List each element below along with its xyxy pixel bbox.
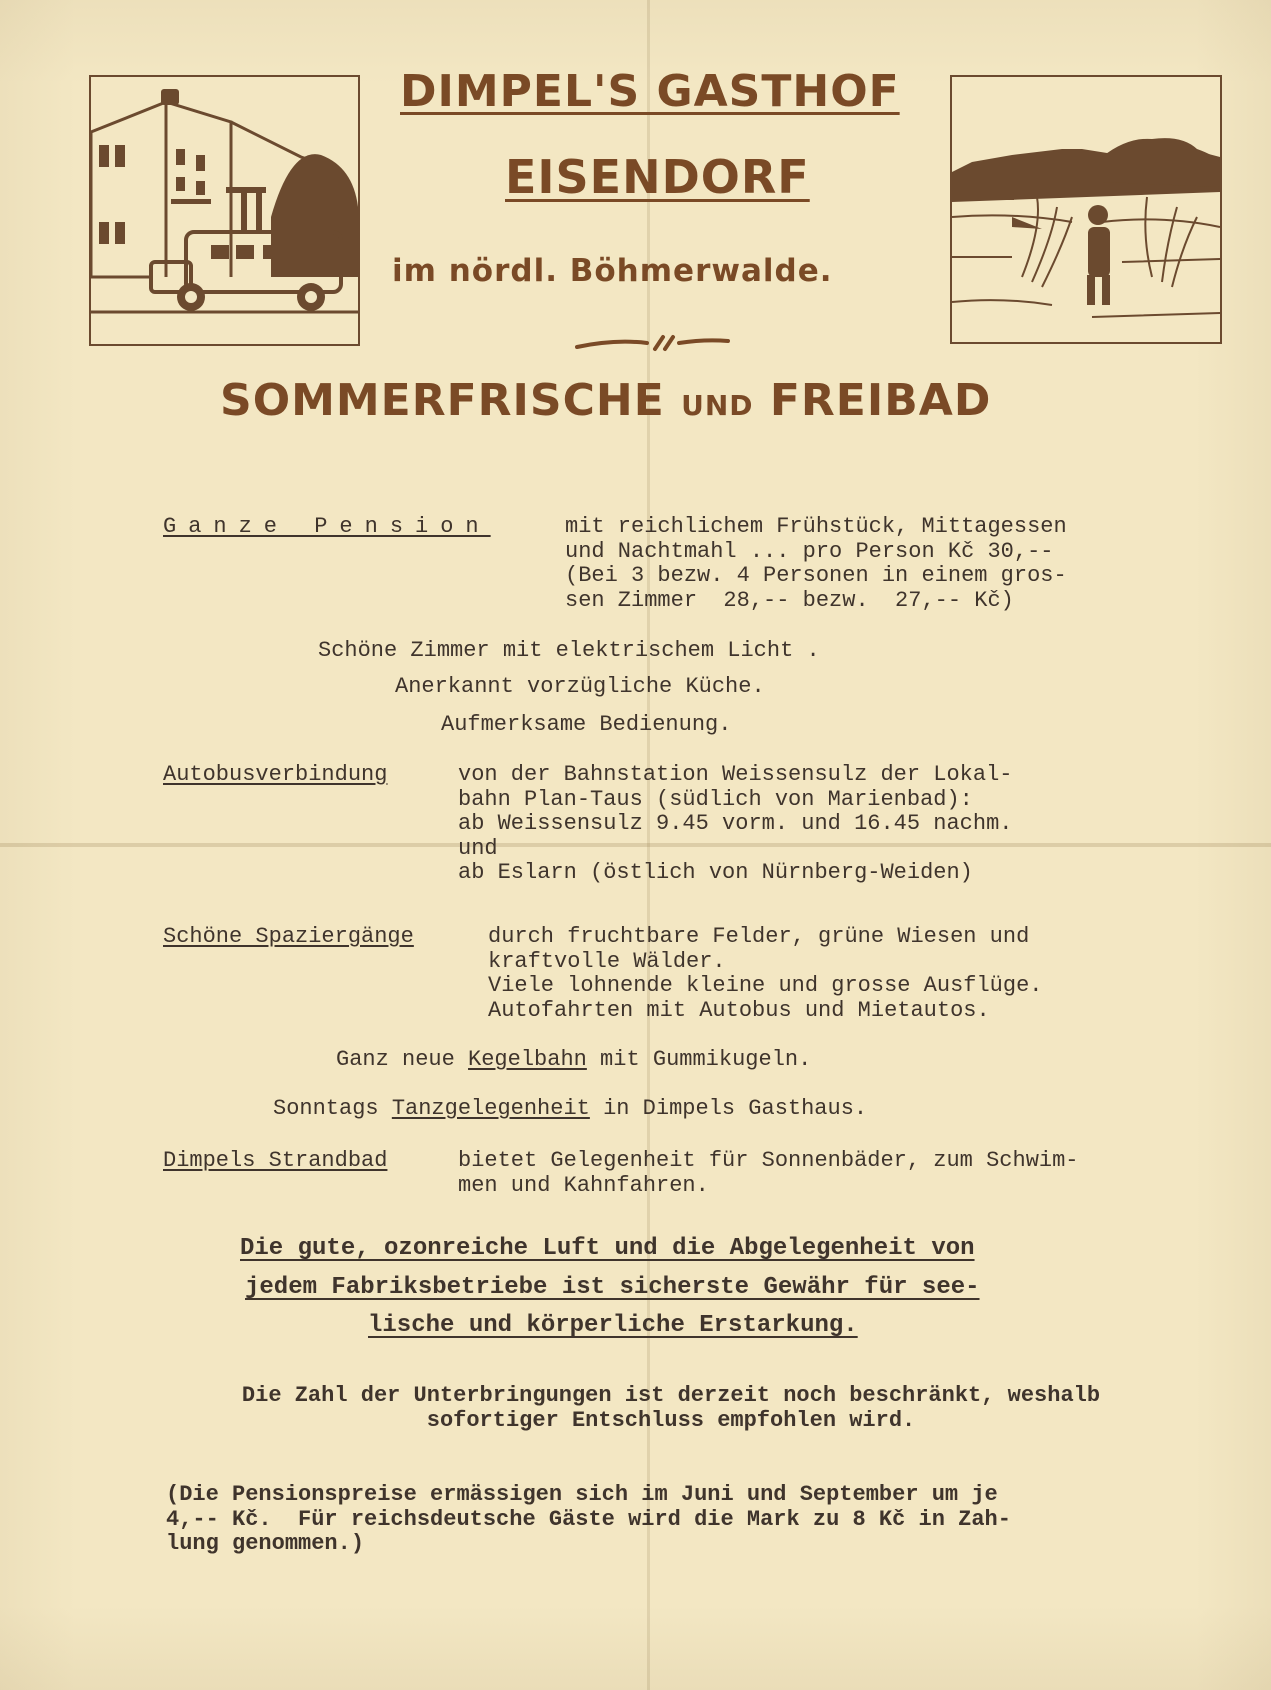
notice-line: Die Zahl der Unterbringungen ist derzeit noch beschränkt, weshalb bbox=[241, 1383, 1101, 1408]
walks-label: Schöne Spaziergänge bbox=[163, 924, 414, 949]
feature-kitchen: Anerkannt vorzügliche Küche. bbox=[395, 674, 765, 699]
dance-text: Sonntags bbox=[273, 1096, 392, 1121]
walks-line: kraftvolle Wälder. bbox=[488, 948, 726, 974]
walks-line: durch fruchtbare Felder, grüne Wiesen und bbox=[488, 924, 1030, 949]
inn-name: DIMPEL'S GASTHOF bbox=[400, 66, 900, 117]
claim-line: lische und körperliche Erstarkung. bbox=[368, 1312, 858, 1339]
notice-line: sofortiger Entschluss empfohlen wird. bbox=[426, 1407, 916, 1433]
note-line: 4,-- Kč. Für reichsdeutsche Gäste wird die Mark zu 8 Kč in Zah- bbox=[166, 1506, 1011, 1532]
price-note bbox=[166, 1483, 1011, 1557]
pension-line: mit reichlichem Frühstück, Mittagessen bbox=[565, 514, 1067, 539]
feature-rooms: Schöne Zimmer mit elektrischem Licht . bbox=[318, 638, 820, 663]
bus-line: und bbox=[458, 835, 498, 861]
pension-line: und Nachtmahl ... pro Person Kč 30,-- bbox=[565, 538, 1054, 564]
village-name: EISENDORF bbox=[505, 150, 810, 204]
feature-service: Aufmerksame Bedienung. bbox=[441, 712, 732, 737]
pension-label: Ganze Pension bbox=[163, 514, 491, 539]
dance-term: Tanzgelegenheit bbox=[391, 1096, 590, 1121]
claim-line: jedem Fabriksbetriebe ist sicherste Gewähr für see- bbox=[245, 1274, 980, 1301]
bus-line: ab Weissensulz 9.45 vorm. und 16.45 nachm. bbox=[458, 811, 1013, 836]
region-subtitle: im nördl. Böhmerwalde. bbox=[392, 253, 833, 289]
bus-details bbox=[458, 763, 1013, 886]
pension-line: (Bei 3 bezw. 4 Personen in einem gros- bbox=[565, 563, 1067, 588]
bowling-alley-term: Kegelbahn bbox=[468, 1047, 587, 1072]
headline-summer-resort: SOMMERFRISCHE bbox=[220, 375, 665, 426]
note-line: lung genommen.) bbox=[166, 1531, 365, 1556]
bus-label: Autobusverbindung bbox=[163, 762, 388, 787]
beach-line: men und Kahnfahren. bbox=[458, 1172, 709, 1198]
headline-open-air-pool: FREIBAD bbox=[769, 375, 992, 426]
claim-line: Die gute, ozonreiche Luft und die Abgelegenheit von bbox=[240, 1235, 975, 1262]
bathing-woman-icon bbox=[952, 77, 1220, 342]
headline-and: UND bbox=[681, 389, 754, 422]
availability-notice bbox=[166, 1384, 1176, 1433]
walks-line: Viele lohnende kleine und grosse Ausflüge. bbox=[488, 973, 1043, 998]
building-bus-icon bbox=[91, 77, 358, 344]
note-line: (Die Pensionspreise ermässigen sich im Juni und September um je bbox=[166, 1482, 998, 1507]
beach-label: Dimpels Strandbad bbox=[163, 1148, 388, 1173]
bus-line: bahn Plan-Taus (südlich von Marienbad): bbox=[458, 786, 973, 812]
dance-text: in Dimpels Gasthaus. bbox=[589, 1096, 868, 1121]
headline bbox=[220, 375, 991, 426]
pension-line: sen Zimmer 28,-- bezw. 27,-- Kč) bbox=[565, 587, 1014, 613]
bus-line: ab Eslarn (östlich von Nürnberg-Weiden) bbox=[458, 860, 973, 885]
bowling-line bbox=[336, 1048, 811, 1073]
dance-line bbox=[273, 1097, 867, 1122]
walks-line: Autofahrten mit Autobus und Mietautos. bbox=[488, 997, 990, 1023]
bowling-text: Ganz neue bbox=[336, 1047, 469, 1072]
bowling-text: mit Gummikugeln. bbox=[586, 1047, 812, 1072]
pension-details bbox=[565, 515, 1067, 613]
lake-bather-illustration bbox=[950, 75, 1222, 344]
gasthof-illustration bbox=[89, 75, 360, 346]
beach-line: bietet Gelegenheit für Sonnenbäder, zum Schwim- bbox=[458, 1148, 1079, 1173]
walks-details bbox=[488, 925, 1043, 1023]
beach-details bbox=[458, 1149, 1079, 1198]
flourish-divider bbox=[575, 333, 730, 353]
bus-line: von der Bahnstation Weissensulz der Lokal- bbox=[458, 762, 1013, 787]
